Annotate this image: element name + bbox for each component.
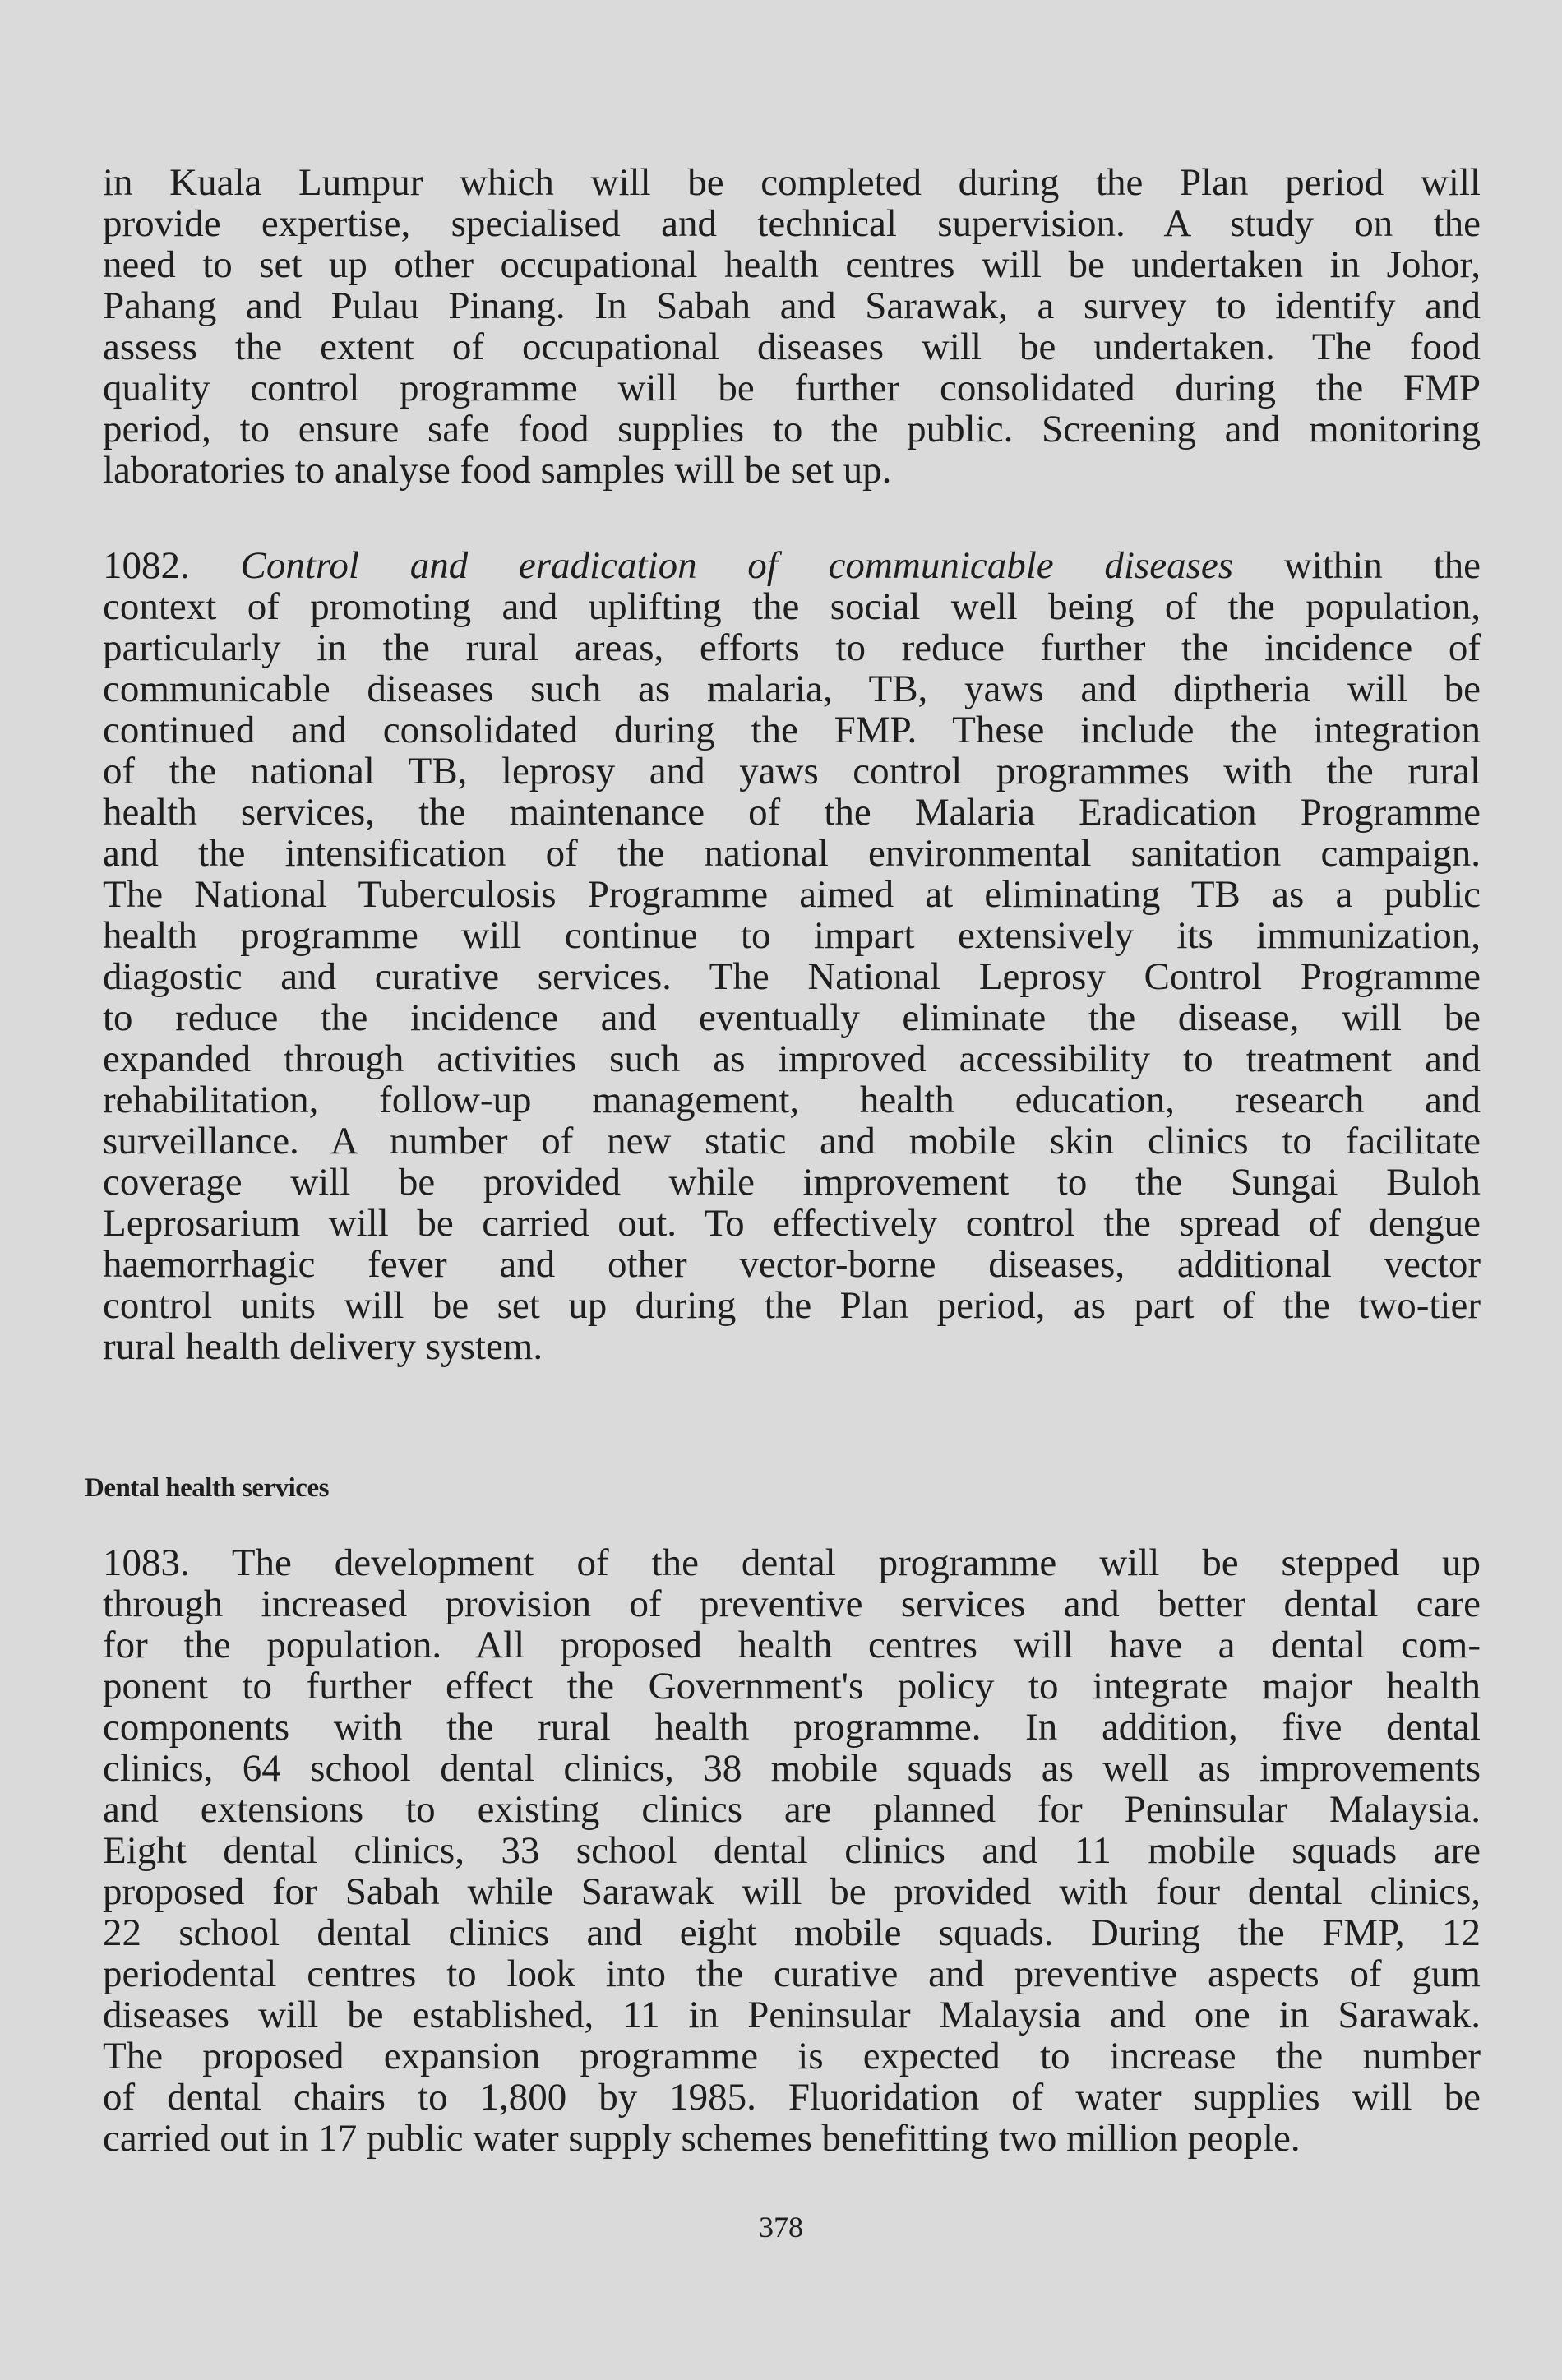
text-line: Pahang and Pulau Pinang. In Sabah and Sarawak, a survey to identify and (103, 284, 1481, 327)
line-text: within the (1233, 544, 1481, 587)
text-line: haemorrhagic fever and other vector-borne diseases, additional vector (103, 1243, 1481, 1286)
italic-lead: Control and eradication of communicable diseases (240, 544, 1234, 587)
text-line: carried out in 17 public water supply schemes benefitting two million people. (103, 2117, 1301, 2160)
text-line: laboratories to analyse food samples will be set up. (103, 449, 892, 492)
text-line (103, 545, 1481, 586)
text-line: to reduce the incidence and eventually eliminate the disease, will be (103, 996, 1481, 1039)
paragraph-continuation (103, 162, 1481, 491)
text-line: and the intensification of the national environmental sanitation campaign. (103, 832, 1481, 875)
text-line: continued and consolidated during the FMP. These include the integration (103, 709, 1481, 751)
text-line: 1083. The development of the dental programme will be stepped up (103, 1541, 1481, 1584)
text-line: components with the rural health programme. In addition, five dental (103, 1706, 1481, 1749)
text-line: coverage will be provided while improvement to the Sungai Buloh (103, 1161, 1481, 1204)
paragraph-1082 (103, 545, 1481, 1367)
text-line: quality control programme will be further consolidated during the FMP (103, 367, 1481, 409)
text-line: Leprosarium will be carried out. To effectively control the spread of dengue (103, 1202, 1481, 1245)
text-line: The proposed expansion programme is expected to increase the number (103, 2035, 1481, 2077)
text-line: context of promoting and uplifting the social well being of the population, (103, 585, 1481, 628)
paragraph-1083 (103, 1542, 1481, 2159)
text-line: of the national TB, leprosy and yaws control programmes with the rural (103, 750, 1481, 793)
text-line: through increased provision of preventive services and better dental care (103, 1583, 1481, 1625)
text-line: ponent to further effect the Government's policy to integrate major health (103, 1665, 1481, 1708)
text-line: rural health delivery system. (103, 1325, 543, 1368)
text-line: and extensions to existing clinics are planned for Peninsular Malaysia. (103, 1788, 1481, 1831)
text-line: clinics, 64 school dental clinics, 38 mobile squads as well as improvements (103, 1747, 1481, 1790)
text-line: diagostic and curative services. The National Leprosy Control Programme (103, 955, 1481, 998)
text-line: 22 school dental clinics and eight mobile squads. During the FMP, 12 (103, 1911, 1481, 1954)
text-line: diseases will be established, 11 in Peninsular Malaysia and one in Sarawak. (103, 1994, 1481, 2036)
text-line: particularly in the rural areas, efforts to reduce further the incidence of (103, 626, 1481, 669)
paragraph-number: 1082. (103, 544, 190, 587)
text-line: assess the extent of occupational diseases will be undertaken. The food (103, 326, 1481, 368)
page-number: 378 (759, 2211, 803, 2244)
text-line: rehabilitation, follow-up management, health education, research and (103, 1079, 1481, 1121)
text-line: Eight dental clinics, 33 school dental clinics and 11 mobile squads are (103, 1829, 1481, 1872)
text-line: expanded through activities such as improved accessibility to treatment and (103, 1037, 1481, 1080)
text-line: surveillance. A number of new static and mobile skin clinics to facilitate (103, 1120, 1481, 1162)
text-line: periodental centres to look into the curative and preventive aspects of gum (103, 1953, 1481, 1995)
text-line: The National Tuberculosis Programme aimed at eliminating TB as a public (103, 873, 1481, 916)
text-line: provide expertise, specialised and technical supervision. A study on the (103, 202, 1481, 245)
text-line: period, to ensure safe food supplies to the public. Screening and monitoring (103, 408, 1481, 451)
text-line: of dental chairs to 1,800 by 1985. Fluoridation of water supplies will be (103, 2076, 1481, 2119)
text-line: communicable diseases such as malaria, TB, yaws and diptheria will be (103, 668, 1481, 710)
text-line: need to set up other occupational health centres will be undertaken in Johor, (103, 243, 1481, 286)
text-line: health programme will continue to impart extensively its immunization, (103, 914, 1481, 957)
text-line: health services, the maintenance of the Malaria Eradication Programme (103, 791, 1481, 834)
text-line: proposed for Sabah while Sarawak will be provided with four dental clinics, (103, 1870, 1481, 1913)
text-line: control units will be set up during the Plan period, as part of the two-tier (103, 1284, 1481, 1327)
text-line: in Kuala Lumpur which will be completed during the Plan period will (103, 161, 1481, 204)
text-line: for the population. All proposed health centres will have a dental com- (103, 1624, 1481, 1666)
section-heading: Dental health services (85, 1473, 329, 1503)
